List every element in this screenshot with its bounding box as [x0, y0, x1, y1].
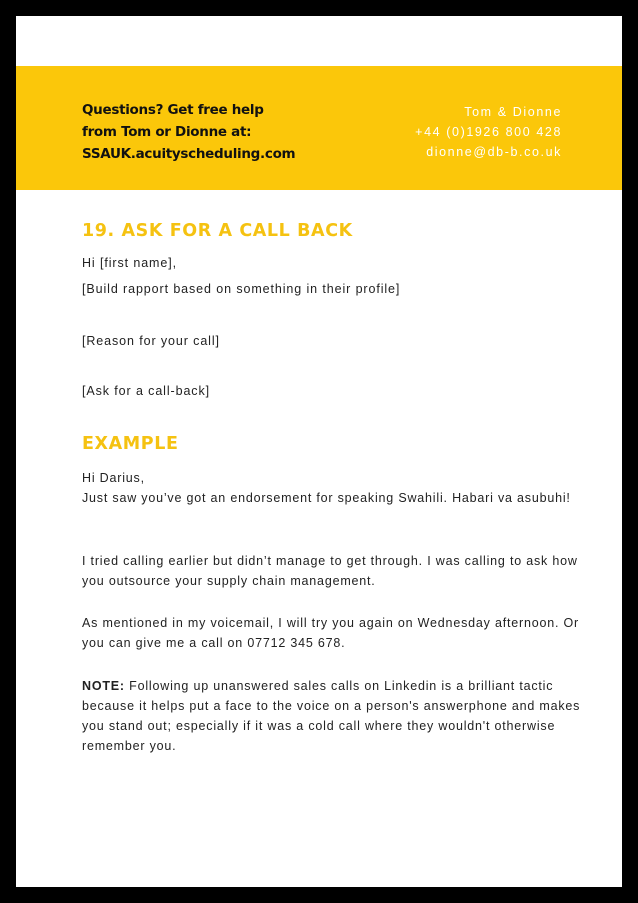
questions-line-1: Questions? Get free help: [82, 102, 264, 118]
template-heading: 19. ASK FOR A CALL BACK: [82, 221, 353, 241]
example-greeting: Hi Darius,: [82, 471, 145, 485]
example-note: [82, 676, 582, 756]
questions-line-3: SSAUK.acuityscheduling.com: [82, 146, 296, 162]
contact-names: Tom & Dionne: [464, 105, 562, 119]
example-reason: I tried calling earlier but didn’t manage to get through. I was calling to ask how you outsource your supply chain management.: [82, 554, 578, 588]
contact-block: [415, 102, 562, 162]
contact-banner: [16, 66, 622, 190]
contact-phone: +44 (0)1926 800 428: [415, 125, 562, 139]
template-greeting: Hi [first name],: [82, 256, 177, 270]
contact-email: dionne@db-b.co.uk: [426, 145, 562, 159]
template-ask: [Ask for a call-back]: [82, 384, 210, 398]
template-rapport: [Build rapport based on something in their profile]: [82, 282, 401, 296]
questions-line-2: from Tom or Dionne at:: [82, 124, 252, 140]
example-opening: Just saw you’ve got an endorsement for speaking Swahili. Habari va asubuhi!: [82, 491, 571, 505]
questions-block: [82, 99, 295, 165]
example-heading: EXAMPLE: [82, 434, 179, 454]
template-reason: [Reason for your call]: [82, 334, 220, 348]
note-label: NOTE:: [82, 679, 125, 693]
note-text: Following up unanswered sales calls on Linkedin is a brilliant tactic because it helps put a face to the voice on a person's answerphone and makes you stand out; especially if it was a cold call where they wouldn't otherwise remember you.: [82, 679, 581, 753]
document-page: [16, 16, 622, 887]
example-ask: As mentioned in my voicemail, I will try you again on Wednesday afternoon. Or you can give me a call on 07712 345 678.: [82, 616, 579, 650]
